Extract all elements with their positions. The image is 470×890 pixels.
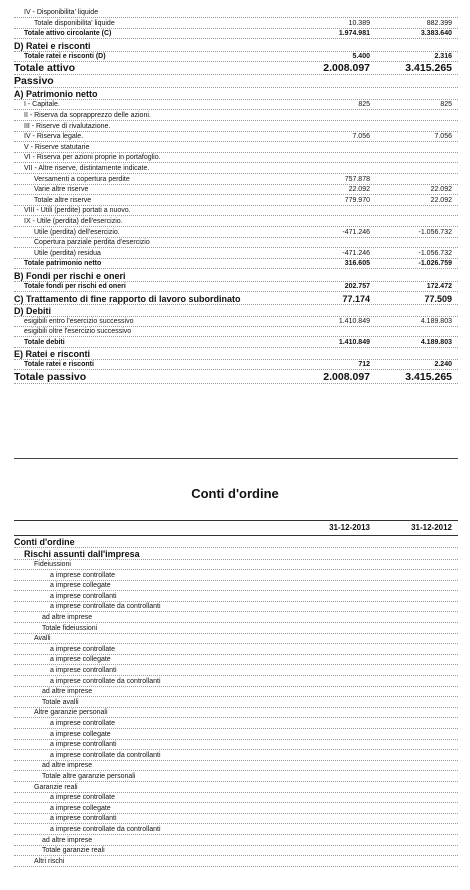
table-row [14,100,458,110]
table-row [14,666,458,676]
table-row [14,581,458,591]
row-label: a imprese controllate da controllanti [50,603,161,611]
table-row [14,730,458,740]
row-label: a imprese controllate da controllanti [50,826,161,833]
table-row [14,677,458,687]
row-label: esigibili oltre l'esercizio successivo [24,328,132,336]
table-row [14,282,458,292]
value-2012: -1.056.732 [418,249,452,257]
page-title: Conti d'ordine [191,486,279,501]
row-label: Totale disponibilita' liquide [34,19,115,27]
value-2013: 779.970 [344,196,370,204]
row-label: Altre garanzie personali [34,709,108,717]
row-label: a imprese controllanti [50,815,117,823]
table-row [14,327,458,337]
value-2013: 7.056 [352,133,370,141]
table-row [14,592,458,602]
row-label: ad altre imprese [42,688,93,696]
value-2012: 22.092 [430,196,452,204]
column-header-2012: 31-12-2012 [411,523,452,532]
value-2013: 22.092 [348,186,370,194]
table-row [14,624,458,634]
value-2012: 4.189.803 [420,317,452,325]
row-label: Utile (perdita) residua [34,249,101,257]
row-label: Conti d'ordine [14,537,75,547]
table-row [14,751,458,761]
row-label: Totale garanzie reali [42,847,105,855]
value-2013: 5.400 [352,52,370,60]
column-header-2013: 31-12-2013 [329,523,370,532]
value-2013: 1.974.981 [338,30,370,38]
row-label: II - Riserva da soprapprezzo delle azioni. [24,112,151,119]
table-row [14,228,458,238]
row-label: Utile (perdita) dell'esercizio. [34,228,120,236]
table-row [14,836,458,846]
row-label: a imprese controllanti [50,592,117,600]
row-label: E) Ratei e risconti [14,349,91,360]
row-label: ad altre imprese [42,614,93,621]
value-2013: 10.389 [348,19,370,27]
value-2013: 757.878 [344,175,370,183]
row-label: V - Riserve statutarie [24,143,90,151]
value-2013: 1.410.849 [338,317,370,325]
row-label: Totale ratei e risconti [24,361,94,369]
table-row [14,772,458,782]
table-row [14,19,458,29]
table-row [14,655,458,665]
value-2012: 2.240 [434,361,452,369]
row-label: a imprese controllate [50,571,115,579]
page-separator-line [14,458,458,459]
row-label: Totale attivo circolante (C) [24,30,112,38]
row-label: esigibili entro l'esercizio successivo [24,317,134,325]
row-label: III - Riserve di rivalutazione. [24,122,111,130]
value-2012: 882.399 [426,19,452,27]
table-row [14,206,458,216]
row-label: a imprese controllate [50,645,115,653]
row-label: Totale patrimonio netto [24,260,102,268]
row-label: a imprese controllanti [50,667,117,674]
table-row [14,185,458,195]
table-row [14,804,458,814]
value-2013: 2.008.097 [323,62,370,75]
table-row [14,761,458,771]
value-2013: -471.246 [342,249,370,257]
table-row [14,571,458,581]
table-row [14,259,458,269]
value-2013: 77.174 [342,293,370,304]
row-label: Totale passivo [14,371,87,383]
table-row [14,238,458,248]
table-row [14,249,458,259]
row-label: Totale fideiussioni [42,624,98,632]
value-2013: 202.757 [344,283,370,290]
table-row [14,814,458,824]
table-row [14,175,458,185]
table-row [14,708,458,718]
row-label: D) Ratei e risconti [14,40,91,51]
value-2012: -1.026.759 [418,260,452,268]
value-2012: 2.316 [434,52,452,60]
row-label: Totale avalli [42,698,79,706]
table-row [14,270,458,282]
table-row [14,371,458,384]
value-2012: 7.056 [434,133,452,141]
row-label: a imprese controllate da controllanti [50,751,161,759]
memorandum-accounts-page [0,470,470,890]
value-2012: 4.189.803 [420,338,452,346]
table-row [14,153,458,163]
table-row [14,305,458,317]
value-2012: 3.415.265 [405,62,452,75]
table-row [14,122,458,132]
row-label: Rischi assunti dall'impresa [24,549,140,559]
table-row [14,338,458,348]
value-2012: -1.056.732 [418,228,452,236]
value-2012: 3.415.265 [405,371,452,383]
row-label: Versamenti a copertura perdite [34,175,130,183]
table-row [14,536,458,548]
value-2012: 3.383.640 [420,30,452,38]
row-label: Passivo [14,75,54,88]
table-row [14,602,458,612]
table-row [14,196,458,206]
table-row [14,29,458,39]
value-2013: 2.008.097 [323,371,370,383]
row-label: IX - Utile (perdita) dell'esercizio. [24,218,123,225]
table-row [14,793,458,803]
row-label: a imprese controllate [50,794,115,802]
value-2012: 22.092 [430,186,452,194]
table-row [14,52,458,62]
value-2013: 825 [358,101,370,109]
table-row [14,164,458,174]
row-label: ad altre imprese [42,762,93,770]
row-label: Totale debiti [24,338,65,346]
table-row [14,560,458,570]
row-label: Avalli [34,635,51,643]
table-row [14,634,458,644]
table-row [14,719,458,729]
row-label: Garanzie reali [34,783,78,791]
table-row [14,825,458,835]
row-label: ad altre imprese [42,836,93,844]
row-label: a imprese controllanti [50,741,117,749]
table-row [14,75,458,88]
table-row [14,40,458,52]
row-label: a imprese collegate [50,804,111,812]
row-label: a imprese collegate [50,582,111,590]
row-label: Totale altre garanzie personali [42,773,136,780]
row-label: a imprese collegate [50,656,111,664]
row-label: Totale altre riserve [34,196,92,204]
value-2013: 1.410.849 [338,338,370,346]
value-2012: 77.509 [424,293,452,304]
value-2013: -471.246 [342,228,370,236]
table-row [14,217,458,227]
value-2012: 172.472 [426,283,452,290]
value-2013: 712 [358,361,370,369]
row-label: IV - Riserva legale. [24,133,84,141]
row-label: IV - Disponibilita' liquide [24,9,99,16]
row-label: Totale attivo [14,62,76,75]
row-label: VIII - Utili (perdite) portati a nuovo. [24,207,131,215]
row-label: Fideiussioni [34,561,71,568]
table-row [14,88,458,100]
row-label: a imprese controllate [50,720,115,727]
table-row [14,687,458,697]
row-label: a imprese controllate da controllanti [50,677,161,685]
row-label: Totale fondi per rischi ed oneri [24,283,126,290]
row-label: I - Capitale. [24,101,60,109]
table-row [14,846,458,856]
table-row [14,8,458,18]
row-label: Altri rischi [34,857,65,865]
row-label: Copertura parziale perdita d'esercizio [34,239,150,247]
table-row [14,740,458,750]
table-row [14,348,458,360]
row-label: a imprese collegate [50,730,111,738]
table-row [14,62,458,75]
row-label: A) Patrimonio netto [14,89,98,100]
row-label: C) Trattamento di fine rapporto di lavoro subordinato [14,293,241,304]
table-row [14,111,458,121]
value-2012: 825 [440,101,452,109]
table-row [14,548,458,560]
row-label: Totale ratei e risconti (D) [24,52,106,60]
value-2013: 316.605 [344,260,370,268]
row-label: Varie altre riserve [34,186,89,194]
table-row [14,360,458,370]
table-row [14,613,458,623]
table-row [14,293,458,305]
table-row [14,698,458,708]
table-row [14,143,458,153]
column-header-row [14,521,458,536]
table-row [14,317,458,327]
table-row [14,645,458,655]
row-label: B) Fondi per rischi e oneri [14,271,126,281]
table-row [14,783,458,793]
table-row [14,857,458,867]
row-label: VII - Altre riserve, distintamente indicate. [24,165,150,172]
row-label: VI - Riserva per azioni proprie in portafoglio. [24,154,161,162]
row-label: D) Debiti [14,305,51,316]
table-row [14,132,458,142]
